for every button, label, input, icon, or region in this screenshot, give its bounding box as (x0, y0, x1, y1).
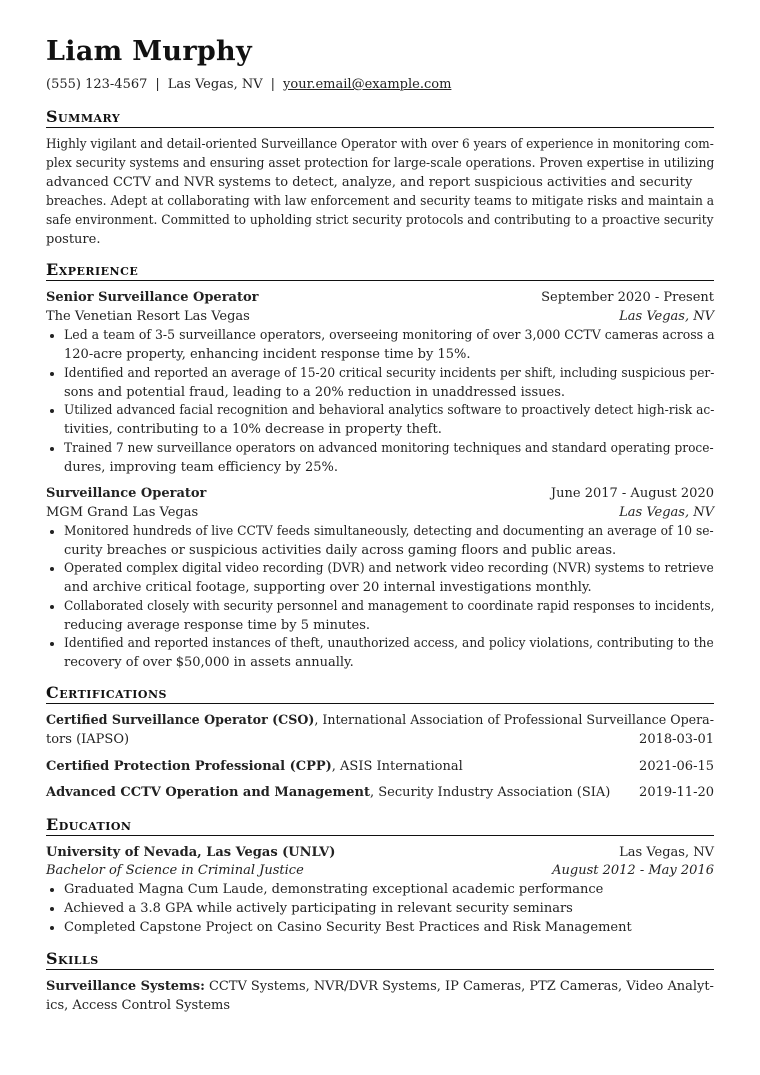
skill-category: Surveillance Systems: (46, 979, 205, 994)
separator: | (155, 77, 160, 92)
job-company: MGM Grand Las Vegas (46, 505, 199, 520)
job-dates: June 2017 - August 2020 (550, 486, 714, 501)
degree: Bachelor of Science in Criminal Justice (46, 863, 304, 878)
certification-issuer: , International Association of Professional Surveillance Opera- (314, 713, 714, 728)
education-bullet: Graduated Magna Cum Laude, demonstrating exceptional academic performance (64, 882, 604, 897)
certification-item-cont (46, 730, 714, 749)
certification-issuer: , Security Industry Association (SIA) (369, 785, 611, 800)
job-bullet: tivities, contributing to a 10% decrease in property theft. (64, 422, 442, 437)
summary-heading: Summary (46, 107, 714, 128)
job-role: Surveillance Operator (46, 486, 207, 501)
skill-list: CCTV Systems, NVR/DVR Systems, IP Cameras, PTZ Cameras, Video Analyt- (204, 979, 714, 994)
job-bullet: Operated complex digital video recording (DVR) and network video recording (NVR) systems to retrieve (64, 561, 714, 576)
certifications-heading: Certifications (46, 683, 714, 704)
certification-name: Certified Protection Professional (CPP) (46, 759, 332, 774)
job-bullet: Trained 7 new surveillance operators on advanced monitoring techniques and standard operating proce- (64, 441, 714, 456)
job-role: Senior Surveillance Operator (46, 290, 259, 305)
education-bullet: Completed Capstone Project on Casino Security Best Practices and Risk Management (64, 920, 632, 935)
job-bullet: reducing average response time by 5 minutes. (64, 618, 371, 633)
summary-line: advanced CCTV and NVR systems to detect, analyze, and report suspicious activities and security (46, 175, 693, 190)
job-bullet: Led a team of 3-5 surveillance operators, overseeing monitoring of over 3,000 CCTV cameras across a (64, 328, 715, 343)
job-bullet: recovery of over $50,000 in assets annually. (64, 655, 354, 670)
skills-line (46, 977, 714, 996)
job-bullet: curity breaches or suspicious activities daily across gaming floors and public areas. (64, 543, 617, 558)
job-subheader (46, 503, 714, 522)
job-bullet: sons and potential fraud, leading to a 20% reduction in unaddressed issues. (64, 385, 566, 400)
phone: (555) 123-4567 (46, 77, 148, 92)
skills-heading: Skills (46, 949, 714, 970)
email-link[interactable]: your.email@example.com (283, 77, 452, 92)
certification-date: 2019-11-20 (639, 785, 714, 800)
education-heading: Education (46, 815, 714, 836)
job-bullet: Collaborated closely with security personnel and management to coordinate rapid responses to incidents, (64, 599, 715, 614)
job-bullet: 120-acre property, enhancing incident response time by 15%. (64, 347, 471, 362)
skill-list: ics, Access Control Systems (46, 998, 231, 1013)
school-location: Las Vegas, NV (619, 845, 714, 860)
education-header (46, 843, 714, 862)
certification-name: Advanced CCTV Operation and Management (46, 785, 370, 800)
education-dates: August 2012 - May 2016 (552, 863, 714, 878)
certification-date: 2021-06-15 (639, 759, 714, 774)
certification-date: 2018-03-01 (639, 732, 714, 747)
summary-line: plex security systems and ensuring asset protection for large-scale operations. Proven expertise in utilizing (46, 156, 715, 171)
certification-name: Certified Surveillance Operator (CSO) (46, 713, 315, 728)
job-bullet: Utilized advanced facial recognition and behavioral analytics software to proactively detect high-risk ac- (64, 403, 715, 418)
education-subheader (46, 861, 714, 880)
experience-heading: Experience (46, 260, 714, 281)
summary-line: Highly vigilant and detail-oriented Surveillance Operator with over 6 years of experience in monitoring com- (46, 137, 714, 152)
job-bullet: Identified and reported instances of theft, unauthorized access, and policy violations, contributing to the (64, 636, 714, 651)
job-bullet: Identified and reported an average of 15-20 critical security incidents per shift, including suspicious per- (64, 366, 715, 381)
education-bullet: Achieved a 3.8 GPA while actively participating in relevant security seminars (64, 901, 573, 916)
school-name: University of Nevada, Las Vegas (UNLV) (46, 845, 336, 860)
job-bullet: Monitored hundreds of live CCTV feeds simultaneously, detecting and documenting an average of 10 se- (64, 524, 714, 539)
job-location: Las Vegas, NV (619, 309, 714, 324)
location: Las Vegas, NV (167, 77, 263, 92)
job-subheader (46, 307, 714, 326)
certification-item (46, 757, 714, 776)
candidate-name: Liam Murphy (46, 36, 252, 67)
job-bullet: and archive critical footage, supporting over 20 internal investigations monthly. (64, 580, 592, 595)
certification-item (46, 783, 714, 802)
skills-line-cont (46, 996, 714, 1015)
separator: | (270, 77, 276, 92)
summary-line: posture. (46, 232, 101, 247)
certification-item (46, 711, 714, 730)
job-dates: September 2020 - Present (541, 290, 714, 305)
contact-line (46, 77, 451, 92)
summary-line: safe environment. Committed to upholding strict security protocols and contributing to a proactive security (46, 213, 714, 228)
job-bullet: dures, improving team efficiency by 25%. (64, 460, 339, 475)
job-header (46, 288, 714, 307)
job-location: Las Vegas, NV (619, 505, 714, 520)
job-header (46, 484, 714, 503)
job-company: The Venetian Resort Las Vegas (46, 309, 250, 324)
certification-issuer: , ASIS International (331, 759, 463, 774)
summary-line: breaches. Adept at collaborating with law enforcement and security teams to mitigate risks and maintain a (46, 194, 715, 209)
certification-issuer: tors (IAPSO) (46, 732, 130, 747)
